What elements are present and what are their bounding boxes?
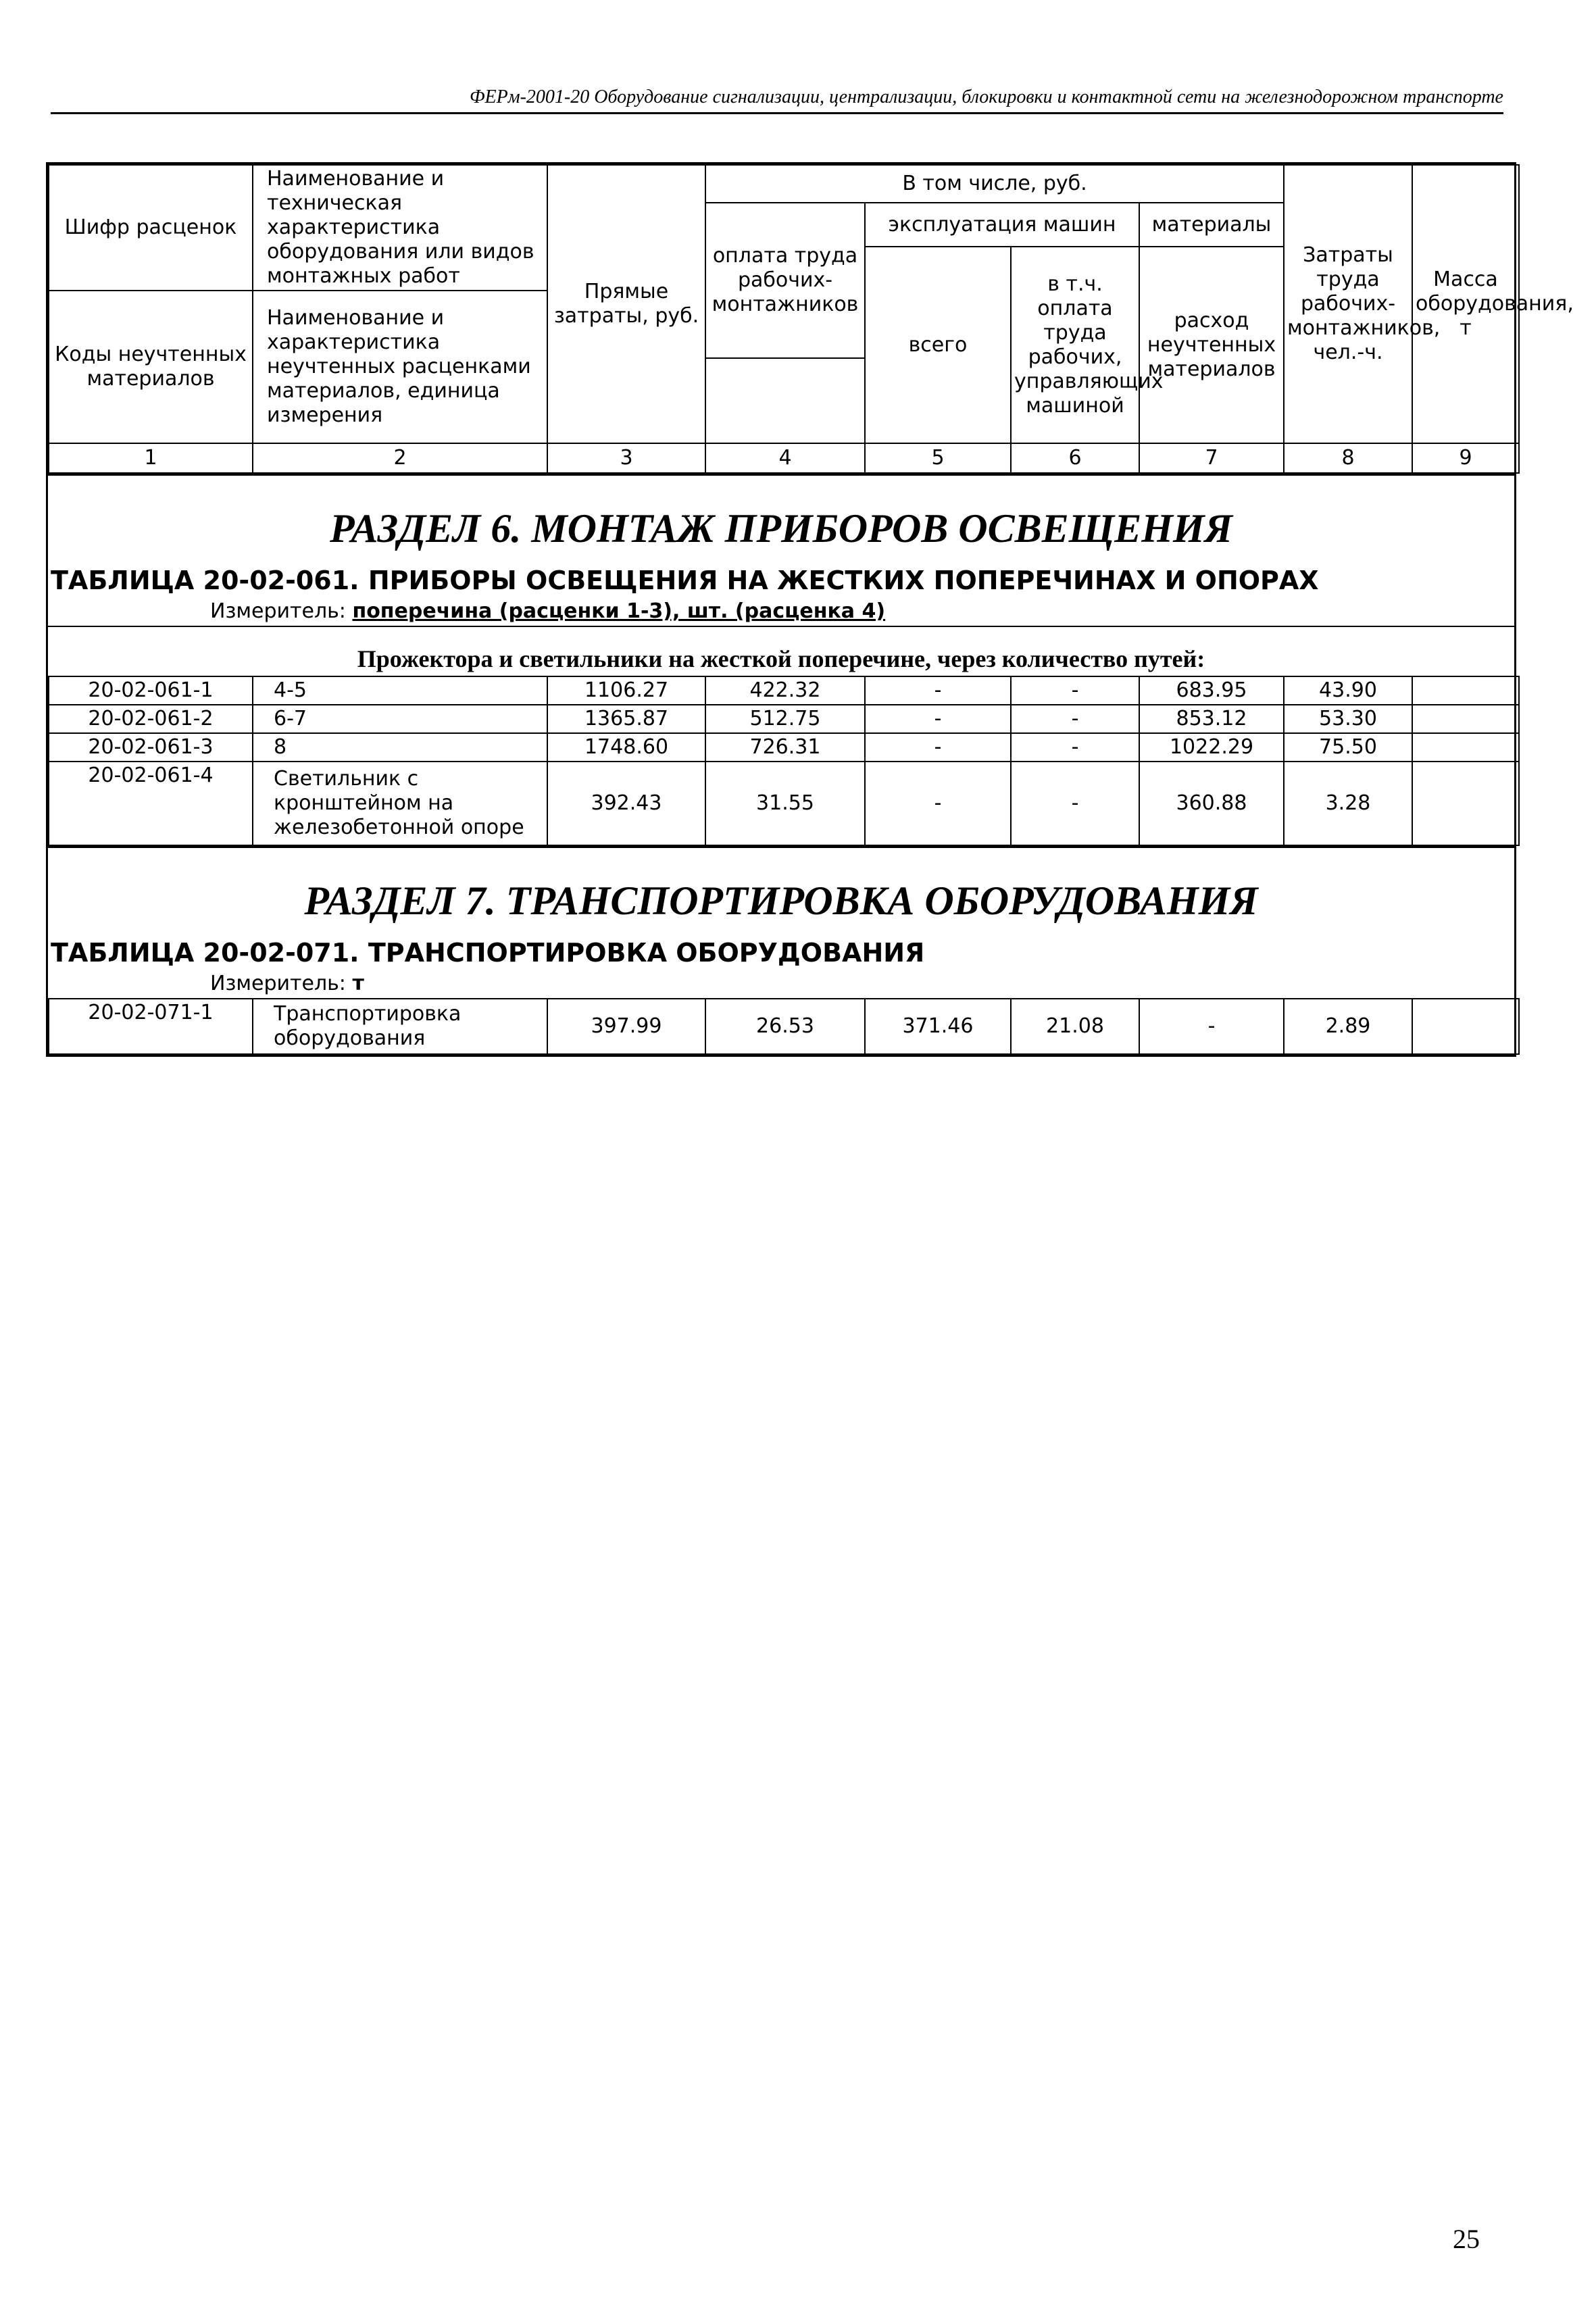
cell: 360.88 (1139, 762, 1284, 845)
cell: 397.99 (547, 999, 705, 1054)
price-table (46, 162, 1574, 1057)
cell: 26.53 (705, 999, 865, 1054)
cell: - (865, 733, 1011, 762)
table-title: ТАБЛИЦА 20-02-071. ТРАНСПОРТИРОВКА ОБОРУДОВАНИЯ (51, 938, 925, 968)
head-mass: Масса оборудования, т (1412, 165, 1519, 443)
col-number: 7 (1139, 443, 1284, 473)
cell: - (1011, 676, 1139, 705)
cell: - (1011, 762, 1139, 845)
measure-value: т (352, 972, 364, 995)
cell: 20-02-061-1 (49, 676, 253, 705)
head-code: Шифр расценок (49, 165, 253, 291)
section-7 (48, 848, 1514, 1055)
table-row (49, 705, 1519, 733)
page-number: 25 (1453, 2224, 1480, 2254)
col-number: 5 (865, 443, 1011, 473)
cell (1412, 999, 1519, 1054)
measure-label: Измеритель: (210, 599, 346, 623)
measure-line (48, 972, 1514, 998)
cell: 53.30 (1284, 705, 1412, 733)
head-labor: Затраты труда рабочих-монтажников, чел.-ч. (1284, 165, 1412, 443)
head-including: В том числе, руб. (705, 165, 1284, 203)
head-machines-wages: в т.ч. оплата труда рабочих, управляющих машиной (1011, 247, 1139, 443)
cell: 853.12 (1139, 705, 1284, 733)
group-title: Прожектора и светильники на жесткой поперечине, через количество путей: (48, 626, 1514, 676)
table-title: ТАБЛИЦА 20-02-061. ПРИБОРЫ ОСВЕЩЕНИЯ НА ЖЕСТКИХ ПОПЕРЕЧИНАХ И ОПОРАХ (51, 566, 1319, 595)
cell: 3.28 (1284, 762, 1412, 845)
head-materials: материалы (1139, 203, 1284, 247)
cell (1412, 705, 1519, 733)
head-unaccounted-codes: Коды неучтенных материалов (49, 291, 253, 443)
cell: 1106.27 (547, 676, 705, 705)
head-wages: оплата труда рабочих-монтажников (705, 203, 865, 358)
cell: Транспортировка оборудования (253, 999, 547, 1054)
section-title: РАЗДЕЛ 7. ТРАНСПОРТИРОВКА ОБОРУДОВАНИЯ (304, 878, 1258, 923)
section-7-rows (48, 998, 1520, 1055)
cell: 20-02-071-1 (49, 999, 253, 1054)
cell: 75.50 (1284, 733, 1412, 762)
cell: 726.31 (705, 733, 865, 762)
cell (1412, 676, 1519, 705)
cell: 6-7 (253, 705, 547, 733)
col-number: 3 (547, 443, 705, 473)
cell: 1748.60 (547, 733, 705, 762)
cell: - (865, 676, 1011, 705)
table-row (49, 762, 1519, 845)
col-number: 6 (1011, 443, 1139, 473)
cell: 392.43 (547, 762, 705, 845)
measure-label: Измеритель: (210, 972, 346, 995)
cell: - (1011, 733, 1139, 762)
cell: 2.89 (1284, 999, 1412, 1054)
cell: - (865, 705, 1011, 733)
cell: 21.08 (1011, 999, 1139, 1054)
cell: 20-02-061-4 (49, 762, 253, 845)
column-numbers-row (49, 443, 1519, 473)
section-6 (48, 474, 1514, 848)
table-row (49, 999, 1519, 1054)
cell: 422.32 (705, 676, 865, 705)
cell: 20-02-061-2 (49, 705, 253, 733)
measure-value: поперечина (расценки 1-3), шт. (расценка 4) (352, 599, 886, 623)
cell: 20-02-061-3 (49, 733, 253, 762)
cell (1412, 762, 1519, 845)
cell: 1365.87 (547, 705, 705, 733)
head-materials-unaccounted: расход неучтенных материалов (1139, 247, 1284, 443)
head-machines: эксплуатация машин (865, 203, 1139, 247)
cell: 683.95 (1139, 676, 1284, 705)
col-number: 2 (253, 443, 547, 473)
head-unaccounted-name: Наименование и характеристика неучтенных расценками материалов, единица измерения (253, 291, 547, 443)
section-title: РАЗДЕЛ 6. МОНТАЖ ПРИБОРОВ ОСВЕЩЕНИЯ (330, 506, 1232, 551)
measure-line (48, 599, 1514, 626)
cell: - (1139, 999, 1284, 1054)
col-number: 1 (49, 443, 253, 473)
cell: - (1011, 705, 1139, 733)
head-name: Наименование и техническая характеристика оборудования или видов монтажных работ (253, 165, 547, 291)
table-row (49, 676, 1519, 705)
col-number: 9 (1412, 443, 1519, 473)
cell (1412, 733, 1519, 762)
cell: 43.90 (1284, 676, 1412, 705)
table-row (49, 733, 1519, 762)
cell: 371.46 (865, 999, 1011, 1054)
head-machines-total: всего (865, 247, 1011, 443)
cell: 1022.29 (1139, 733, 1284, 762)
head-direct-costs: Прямые затраты, руб. (547, 165, 705, 443)
cell: Светильник с кронштейном на железобетонной опоре (253, 762, 547, 845)
running-title: ФЕРм-2001-20 Оборудование сигнализации, централизации, блокировки и контактной сети на железнодорожном транспорте (51, 86, 1503, 114)
cell: - (865, 762, 1011, 845)
section-6-rows (48, 676, 1520, 846)
cell: 512.75 (705, 705, 865, 733)
col-number: 8 (1284, 443, 1412, 473)
table-head (48, 164, 1574, 474)
col-number: 4 (705, 443, 865, 473)
cell: 4-5 (253, 676, 547, 705)
cell: 31.55 (705, 762, 865, 845)
cell: 8 (253, 733, 547, 762)
